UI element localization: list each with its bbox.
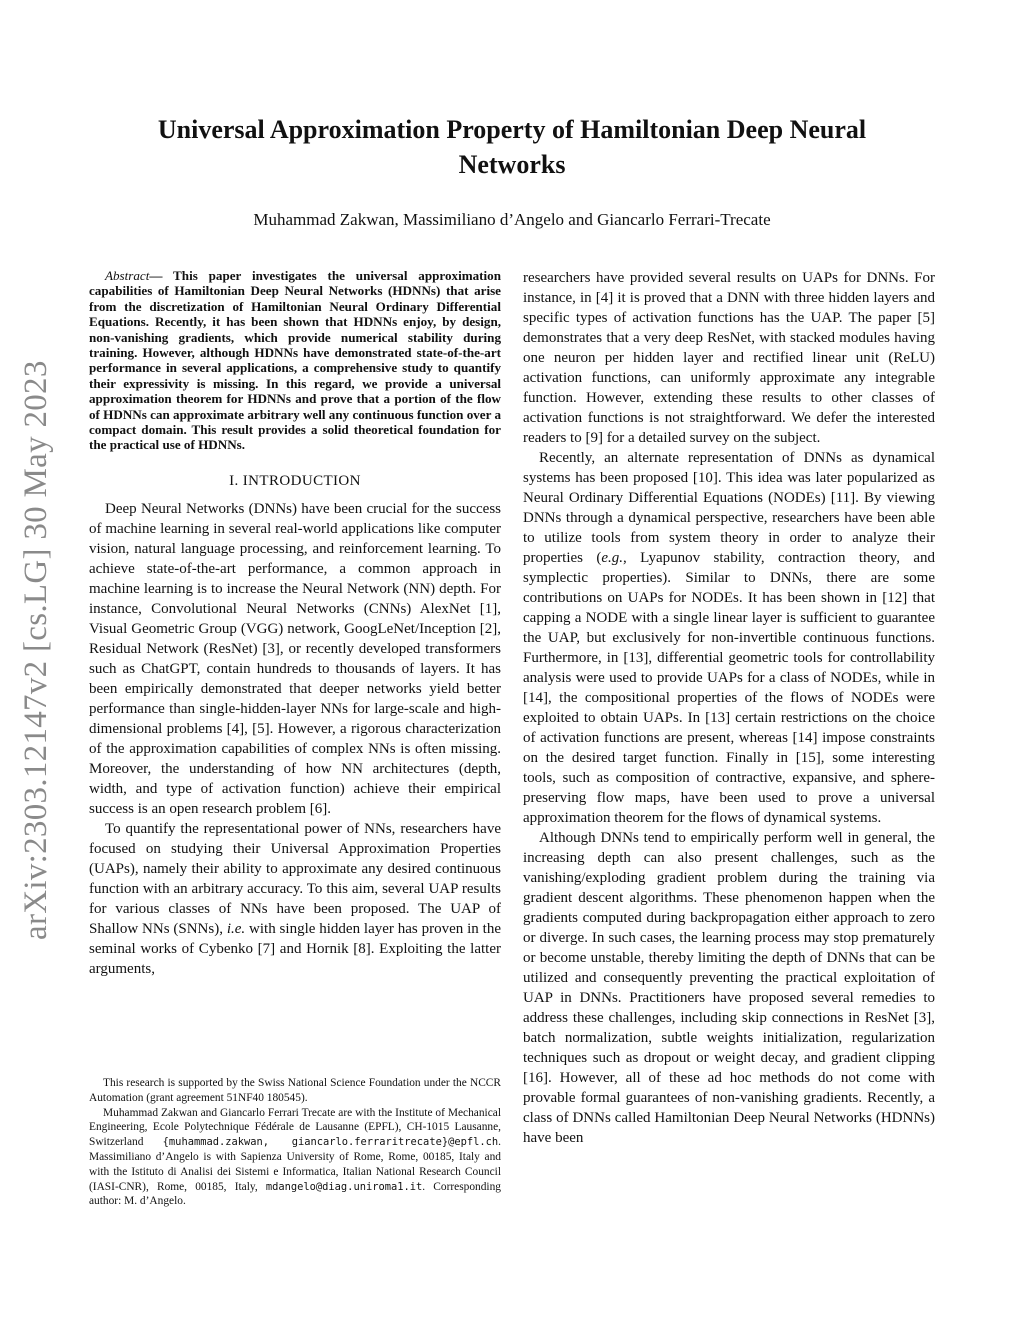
intro-paragraph-2-ie: i.e.: [226, 920, 246, 937]
left-column: [89, 268, 501, 979]
footnote-affil-c: . Corresponding author: M. d’Angelo.: [89, 1180, 501, 1208]
footnote-affil-b: . Massimiliano d’Angelo is with Sapienza University of Rome, Rome, 00185, Italy and with the Istituto di Analisi dei Sistemi e Informatica, Italian National Research Council (IASI-CNR), Rome, 00185, Italy,: [89, 1136, 501, 1193]
intro-paragraph-5: Although DNNs tend to empirically perform well in general, the increasing depth can also present challenges, such as the vanishing/exploding gradient problem during the training via gradient descent algorithms. These phenomenon happen when the gradients computed during backpropagation either approach to zero or diverge. In such cases, the learning process may stop prematurely or become unstable, thereby limiting the depth of DNNs that can be utilized and consequently preventing the practical exploitation of UAP in DNNs. Practitioners have proposed several remedies to address these challenges, including skip connections in ResNet [3], batch normalization, subtle weights initialization, regularization techniques such as dropout or weight decay, and gradient clipping [16]. However, all of these ad hoc methods do not come with provable formal guarantees of non-vanishing gradients. Recently, a class of DNNs called Hamiltonian Deep Neural Networks (HDNNs) have been: [523, 830, 935, 1146]
intro-paragraph-2-text-b: with single hidden layer has proven in the seminal works of Cybenko [7] and Hornik [8]. Exploiting the latter arguments,: [89, 920, 501, 977]
author-list: Muhammad Zakwan, Massimiliano d’Angelo and Giancarlo Ferrari-Trecate: [253, 210, 771, 229]
paper-title: Universal Approximation Property of Hamiltonian Deep Neural Networks: [157, 115, 867, 179]
footnote-funding: This research is supported by the Swiss National Science Foundation under the NCCR Automation (grant agreement 51NF40 180545).: [89, 1077, 501, 1104]
footnote-email-sapienza: mdangelo@diag.uniroma1.it: [265, 1180, 423, 1193]
intro-paragraph-1: Deep Neural Networks (DNNs) have been crucial for the success of machine learning in several real-world applications like computer vision, natural language processing, and reinforcement learning. To achieve state-of-the-art performance, a common approach in machine learning is to increase the Neural Network (NN) depth. For instance, Convolutional Neural Networks (CNNs) AlexNet [1], Visual Geometric Group (VGG) network, GoogLeNet/Inception [2], Residual Network (ResNet) [3], or recently developed transformers such as ChatGPT, contain hundreds to thousands of layers. It has been empirically demonstrated that deeper networks yield better performance than single-hidden-layer NNs for large-scale and high-dimensional problems [4], [5]. However, a rigorous characterization of the approximation capabilities of complex NNs is often missing. Moreover, the understanding of how NN architectures (depth, width, and type of activation function) achieve their empirical success is an open research problem [6].: [89, 500, 501, 817]
footnote-email-epfl: {muhammad.zakwan, giancarlo.ferraritrecate}@epfl.ch: [162, 1136, 499, 1149]
right-column: [523, 268, 935, 1148]
footnotes: [89, 1076, 501, 1209]
footnote-affiliations: [89, 1106, 501, 1210]
arxiv-identifier: arXiv:2303.12147v2 [cs.LG] 30 May 2023: [18, 360, 54, 940]
intro-paragraph-2: [89, 819, 501, 979]
footnote-affil-a: Muhammad Zakwan and Giancarlo Ferrari Trecate are with the Institute of Mechanical Engineering, Ecole Polytechnique Fédérale de Lausanne (EPFL), CH-1015 Lausanne, Switzerland: [89, 1106, 501, 1149]
section-heading-introduction: I. INTRODUCTION: [229, 472, 361, 489]
intro-paragraph-4-text-b: , Lyapunov stability, contraction theory, and symplectic properties). Similar to DNNs, there are some contributions on UAPs for NODEs. It has been shown in [12] that capping a NODE with a single linear layer is sufficient to guarantee the UAP, but exclusively for non-invertible continuous functions. Furthermore, in [13], differential geometric tools for controllability analysis were used to provide UAPs for a class of NODEs, while in [14], the compositional properties of the flows of NODEs were exploited to obtain UAPs. In [13] certain restrictions on the choice of activation functions are present, whereas [14] impose constraints on the desired target function. Finally in [15], some interesting tools, such as composition of contractive, expansive, and sphere-preserving flow maps, have been used to prove a universal approximation theorem for the flows of dynamical systems.: [523, 550, 935, 826]
abstract: [89, 268, 501, 453]
intro-paragraph-4-eg: e.g.: [601, 550, 624, 566]
intro-paragraph-3: researchers have provided several results on UAPs for DNNs. For instance, in [4] it is proved that a DNN with three hidden layers and specific types of activation functions has the UAP. The paper [5] demonstrates that a very deep ResNet, with stacked modules having one neuron per hidden layer and rectified linear unit (ReLU) activation functions, can uniformly approximate any integrable function. However, extending these results to other classes of activation functions is not straightforward. We defer the interested readers to [9] for a detailed survey on the subject.: [523, 270, 935, 446]
abstract-lead: Abstract: [105, 268, 150, 283]
abstract-text: — This paper investigates the universal approximation capabilities of Hamiltonian Deep Neural Networks (HDNNs) that arise from the discretization of Hamiltonian Neural Ordinary Differential Equations. Recently, it has been shown that HDNNs enjoy, by design, non-vanishing gradients, which provide numerical stability during training. However, although HDNNs have demonstrated state-of-the-art performance in several applications, a comprehensive study to quantify their expressivity is missing. In this regard, we provide a universal approximation theorem for HDNNs and prove that a portion of the flow of HDNNs can approximate arbitrary well any continuous function over a compact domain. This result provides a solid theoretical foundation for the practical use of HDNNs.: [89, 268, 501, 453]
intro-paragraph-4: [523, 448, 935, 828]
intro-paragraph-4-text-a: Recently, an alternate representation of DNNs as dynamical systems has been proposed [10]. This idea was later popularized as Neural Ordinary Differential Equations (NODEs) [11]. By viewing DNNs through a dynamical perspective, researchers have been able to utilize tools from system theory in order to analyze their properties (: [523, 450, 935, 566]
intro-paragraph-2-text-a: To quantify the representational power of NNs, researchers have focused on studying their Universal Approximation Properties (UAPs), namely their ability to approximate any desired continuous function with an arbitrary accuracy. To this aim, several UAP results for various classes of NNs have been proposed. The UAP of Shallow NNs (SNNs),: [89, 820, 501, 937]
